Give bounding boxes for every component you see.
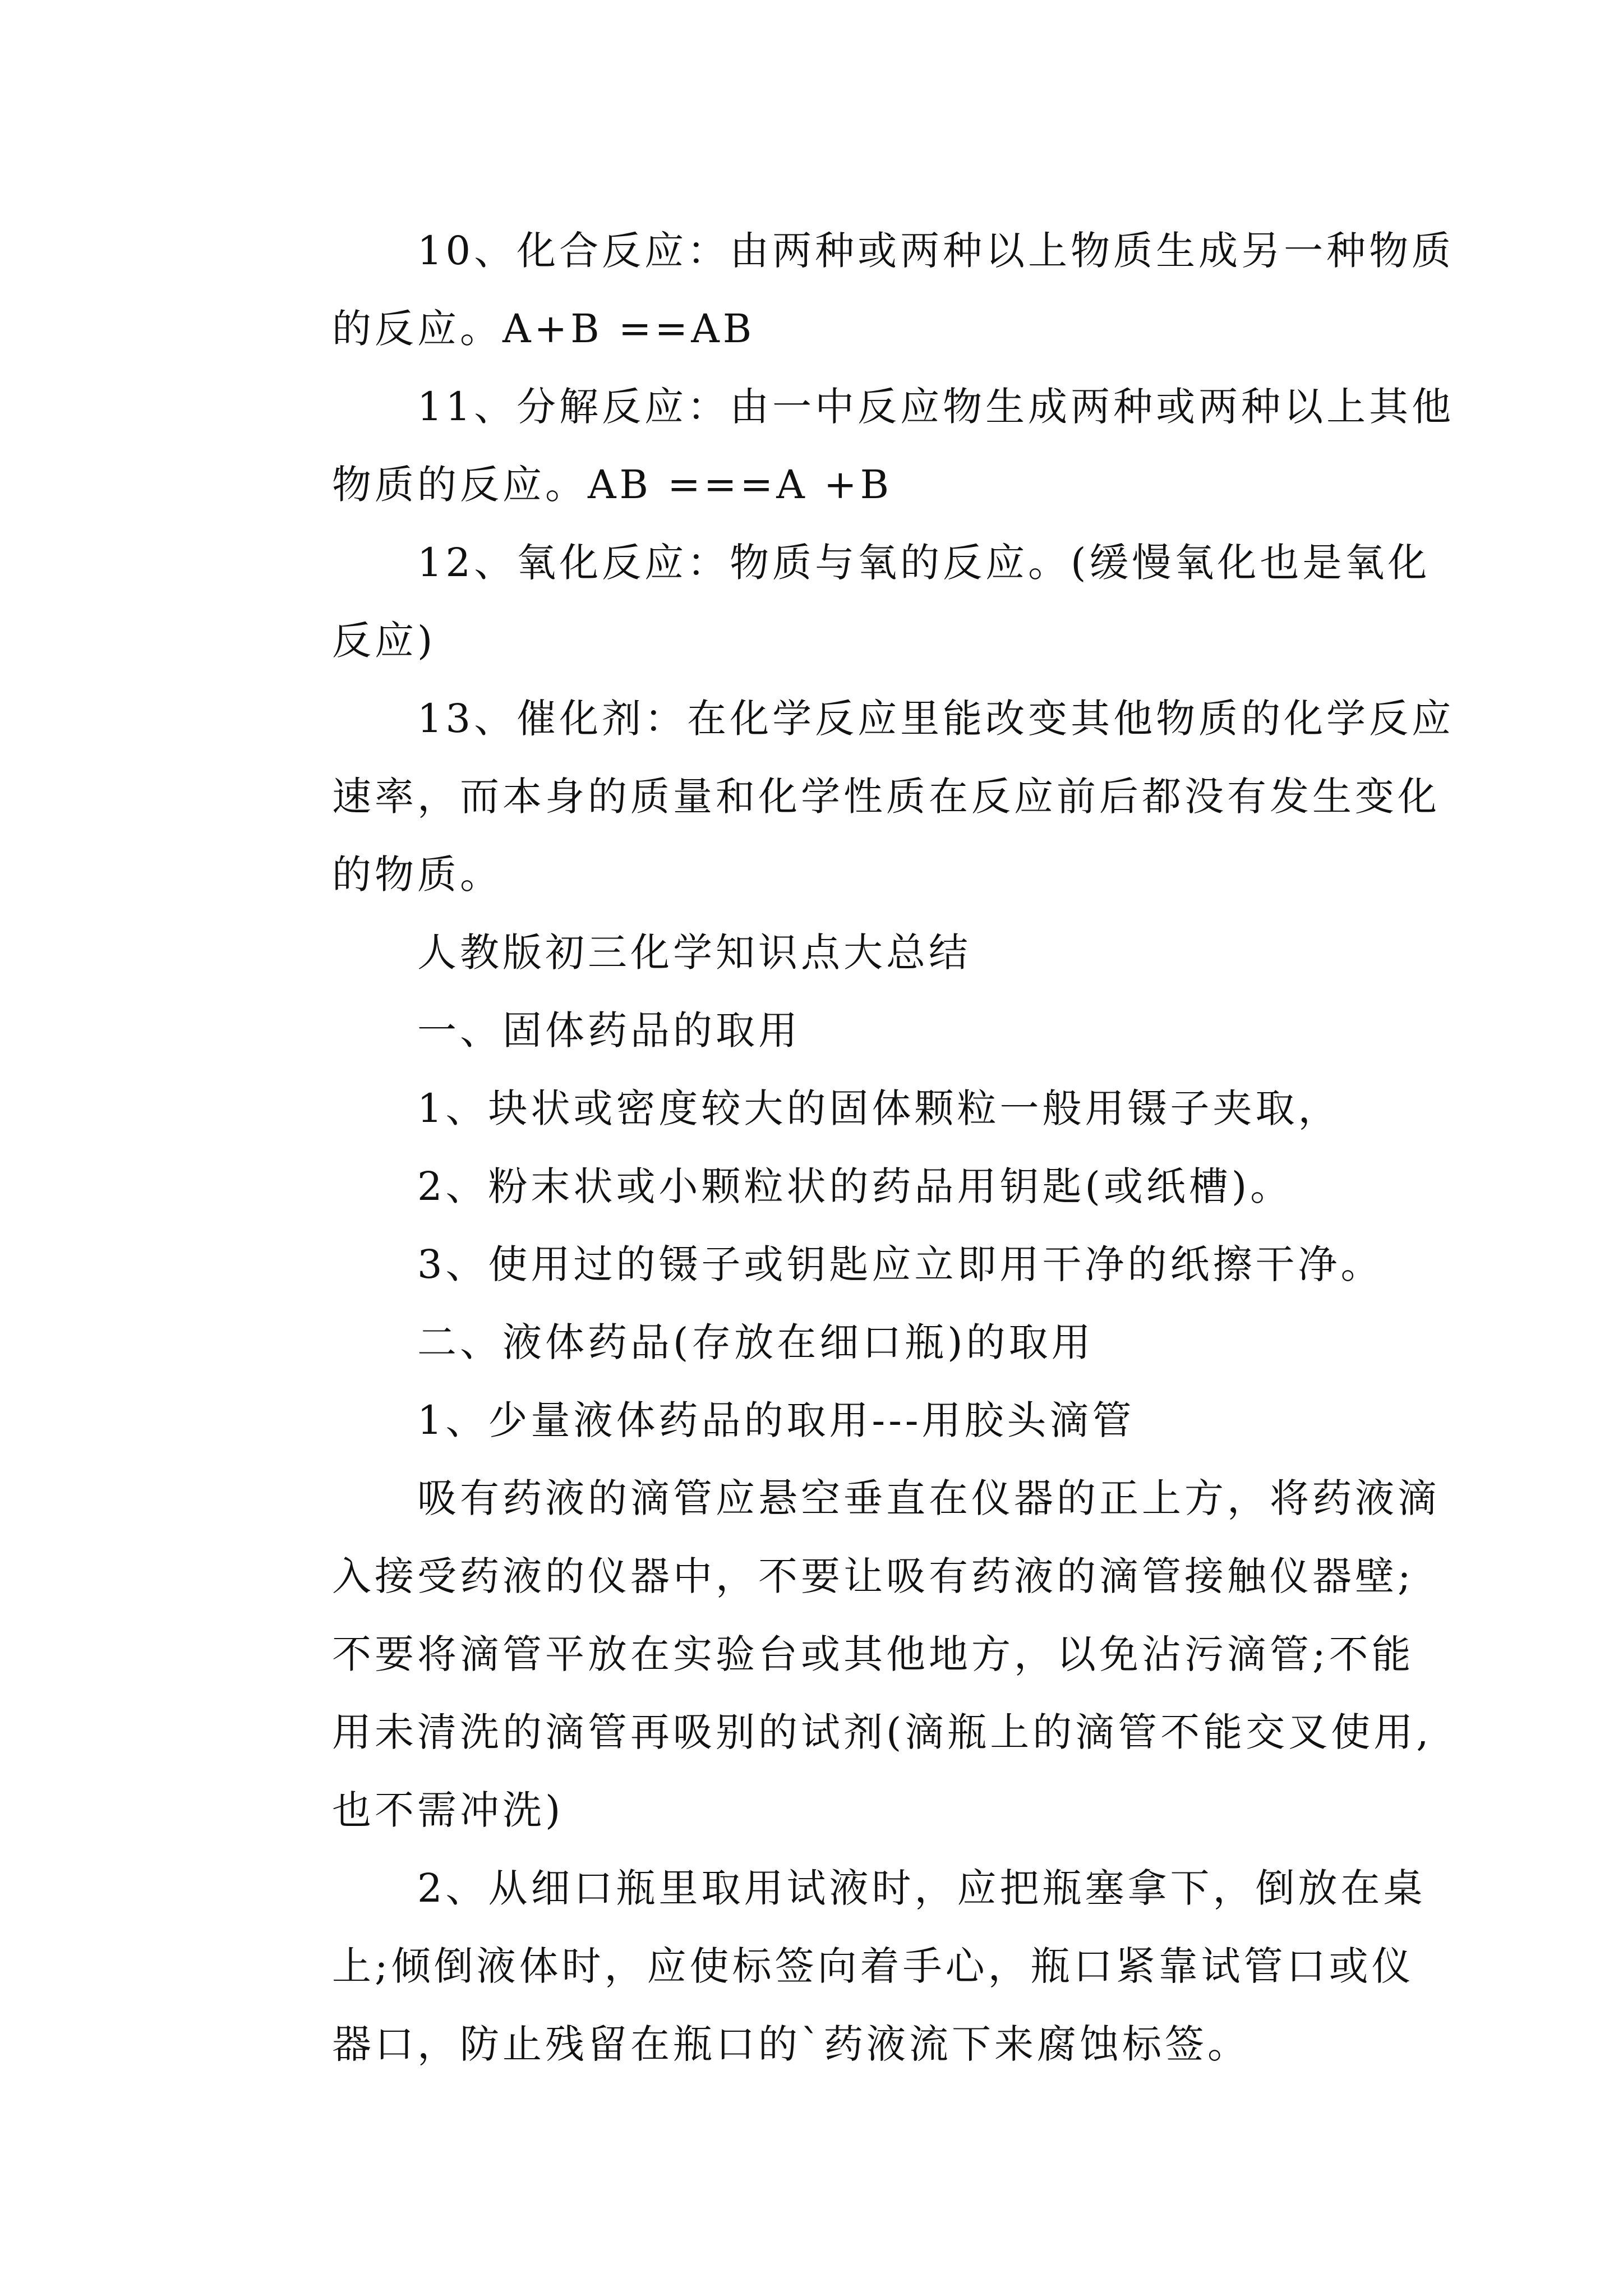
text-line: 物质的反应。AB ===A +B — [332, 462, 893, 508]
text-line: 11、分解反应：由一中反应物生成两种或两种以上其他 — [417, 384, 1455, 430]
list-item-solid-1 — [247, 1070, 1380, 1148]
text-line: 3、使用过的镊子或钥匙应立即用干净的纸擦干净。 — [417, 1241, 1384, 1287]
text-line: 用未清洗的滴管再吸别的试剂(滴瓶上的滴管不能交叉使用, — [332, 1709, 1432, 1755]
paragraph-11-decomposition-reaction — [247, 368, 1455, 524]
text-line: 1、块状或密度较大的固体颗粒一般用镊子夹取， — [417, 1085, 1341, 1131]
text-line: 上;倾倒液体时，应使标签向着手心，瓶口紧靠试管口或仪 — [332, 1943, 1414, 1989]
section-heading-summary — [247, 914, 1380, 992]
text-line: 的物质。 — [332, 852, 502, 898]
text-line: 1、少量液体药品的取用---用胶头滴管 — [417, 1397, 1135, 1443]
paragraph-12-oxidation-reaction — [247, 524, 1431, 680]
section-heading-solid-reagents — [247, 992, 1380, 1070]
text-line: 二、液体药品(存放在细口瓶)的取用 — [417, 1319, 1094, 1365]
list-item-solid-2 — [247, 1148, 1380, 1226]
text-line: 也不需冲洗) — [332, 1787, 564, 1833]
text-line: 反应) — [332, 618, 436, 664]
paragraph-13-catalyst — [247, 680, 1455, 914]
list-item-solid-3 — [247, 1226, 1384, 1304]
text-line: 2、粉末状或小颗粒状的药品用钥匙(或纸槽)。 — [417, 1163, 1293, 1209]
text-line: 不要将滴管平放在实验台或其他地方，以免沾污滴管;不能 — [332, 1631, 1414, 1677]
text-line: 人教版初三化学知识点大总结 — [417, 930, 971, 976]
text-line: 一、固体药品的取用 — [417, 1007, 801, 1053]
paragraph-dropper-usage — [247, 1460, 1440, 1849]
section-heading-liquid-reagents — [247, 1304, 1380, 1382]
text-line: 入接受药液的仪器中，不要让吸有药液的滴管接触仪器壁; — [332, 1553, 1414, 1599]
list-item-liquid-2 — [247, 1849, 1426, 2083]
paragraph-10-combination-reaction — [247, 212, 1455, 368]
text-line: 吸有药液的滴管应悬空垂直在仪器的正上方，将药液滴 — [417, 1475, 1440, 1521]
text-line: 器口，防止残留在瓶口的`药液流下来腐蚀标签。 — [332, 2021, 1250, 2067]
text-line: 12、氧化反应：物质与氧的反应。(缓慢氧化也是氧化 — [417, 540, 1431, 586]
text-line: 10、化合反应：由两种或两种以上物质生成另一种物质 — [417, 228, 1455, 274]
document-body — [247, 212, 1455, 2083]
text-line: 13、催化剂：在化学反应里能改变其他物质的化学反应 — [417, 696, 1455, 742]
text-line: 速率，而本身的质量和化学性质在反应前后都没有发生变化 — [332, 774, 1440, 820]
text-line: 的反应。A+B ==AB — [332, 306, 755, 352]
list-item-liquid-1 — [247, 1382, 1380, 1460]
text-line: 2、从细口瓶里取用试液时，应把瓶塞拿下，倒放在桌 — [417, 1865, 1426, 1911]
